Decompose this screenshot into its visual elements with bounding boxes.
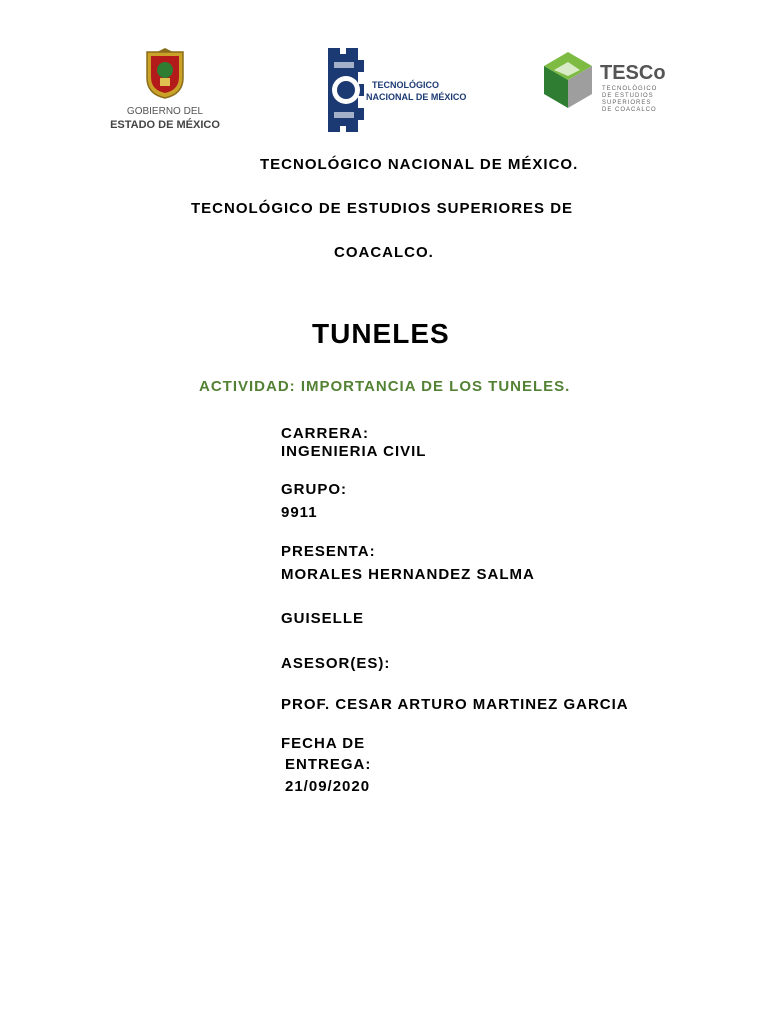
header-line2: TECNOLÓGICO DE ESTUDIOS SUPERIORES DE (191, 200, 574, 217)
edomex-shield-icon (143, 48, 187, 100)
tesco-sub2: DE ESTUDIOS (602, 93, 654, 99)
tesco-sub4: DE COACALCO (602, 107, 657, 113)
tesco-emblem-icon (540, 48, 596, 118)
tesco-sub1: TECNOLÓGICO (602, 86, 658, 92)
header-line3: COACALCO. (334, 244, 434, 261)
presenta-value1: MORALES HERNANDEZ SALMA (281, 566, 535, 583)
page-title: TUNELES (312, 318, 450, 349)
carrera-value: INGENIERIA CIVIL (281, 443, 427, 460)
tesco-sub3: SUPERIORES (602, 100, 652, 106)
fecha-value: 21/09/2020 (285, 778, 371, 795)
grupo-label: GRUPO: (281, 481, 347, 498)
tecnm-gear-icon (320, 44, 366, 136)
presenta-label: PRESENTA: (281, 543, 376, 560)
asesor-label: ASESOR(ES): (281, 655, 391, 672)
tecnm-logo (320, 44, 467, 136)
edomex-line2: ESTADO DE MÉXICO (110, 119, 220, 131)
asesor-value: PROF. CESAR ARTURO MARTINEZ GARCIA (281, 696, 629, 713)
edomex-logo (104, 48, 226, 134)
tecnm-line1: TECNOLÓGICO (372, 80, 439, 90)
fecha-label1: FECHA DE (281, 735, 366, 752)
activity-line: ACTIVIDAD: IMPORTANCIA DE LOS TUNELES. (199, 378, 571, 395)
fecha-label2: ENTREGA: (285, 756, 372, 773)
header-line1: TECNOLÓGICO NACIONAL DE MÉXICO. (260, 156, 579, 173)
grupo-value: 9911 (281, 504, 318, 521)
tesco-brand: TESCo (600, 62, 666, 84)
carrera-label: CARRERA: (281, 425, 369, 442)
tecnm-line2: NACIONAL DE MÉXICO (366, 92, 467, 102)
edomex-line1: GOBIERNO DEL (126, 106, 204, 117)
tesco-logo (540, 48, 664, 118)
presenta-value2: GUISELLE (281, 610, 365, 627)
